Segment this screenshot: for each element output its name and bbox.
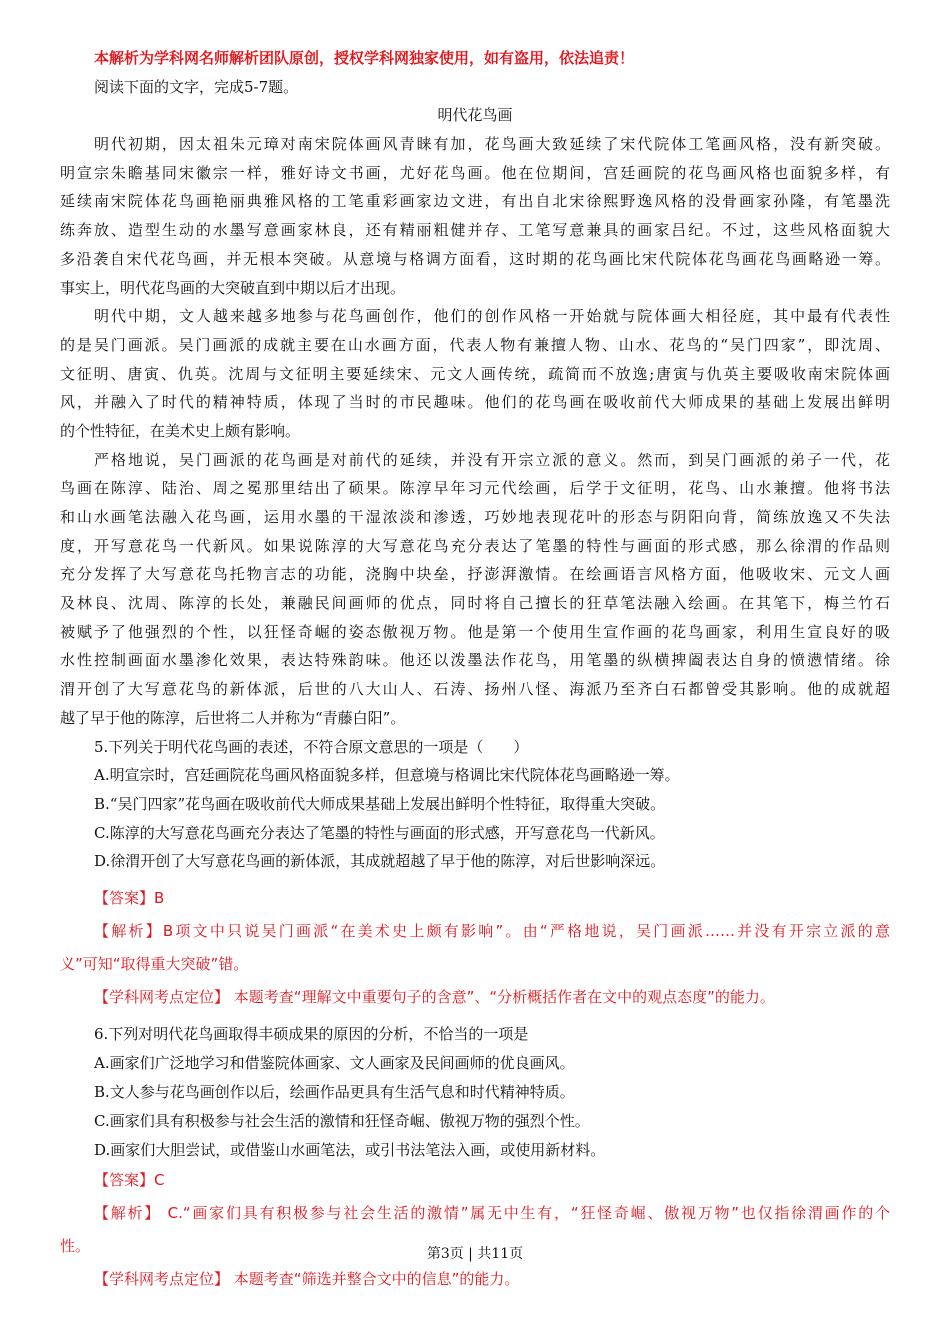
- passage-line: 明代中期，文人越来越多地参与花鸟画创作，他们的创作风格一开始就与院体画大相径庭，其中最有代表性: [94, 307, 890, 326]
- page-footer: 第3页 | 共11页: [426, 1246, 524, 1262]
- passage-line: 事实上，明代花鸟画的大突破直到中期以后才出现。: [60, 278, 406, 297]
- passage-line: 度，开写意花鸟一代新风。如果说陈淳的大写意花鸟充分表达了笔墨的特性与画面的形式感，那么徐渭的作品则: [60, 536, 890, 555]
- q6-analysis-line: 性。: [60, 1237, 91, 1255]
- q5-option-d: D.徐渭开创了大写意花鸟画的新体派，其成就超越了早于他的陈淳，对后世影响深远。: [94, 852, 666, 871]
- passage-line: 明代初期，因太祖朱元璋对南宋院体画风青睐有加，花鸟画大致延续了宋代院体工笔画风格，没有新突破。: [94, 135, 890, 154]
- passage-body: [60, 130, 890, 732]
- analysis-label: 【解析】: [94, 922, 163, 940]
- analysis-label: 【解析】: [94, 1204, 162, 1222]
- point-label: 【学科网考点定位】: [94, 988, 230, 1006]
- passage-line: 文征明、唐寅、仇英。沈周与文征明主要延续宋、元文人画传统，疏简而不放逸;唐寅与仇英主要吸收南宋院体画: [60, 364, 890, 383]
- copyright-notice: 本解析为学科网名师解析团队原创，授权学科网独家使用，如有盗用，依法追责！: [94, 49, 635, 67]
- passage-line: 渭开创了大写意花鸟的新体派，后世的八大山人、石涛、扬州八怪、海派乃至齐白石都曾受其影响。他的成就超: [60, 680, 890, 699]
- answer-label: 【答案】: [94, 889, 155, 907]
- passage-line: 被赋予了他强烈的个性，以狂怪奇崛的姿态傲视万物。他是第一个使用生宣作画的花鸟画家，利用生宣良好的吸: [60, 622, 890, 641]
- q5-stem: 5.下列关于明代花鸟画的表述，不符合原文意思的一项是（ ）: [94, 737, 529, 756]
- passage-title: 明代花鸟画: [437, 106, 513, 125]
- passage-line: 越了早于他的陈淳，后世将二人并称为“青藤白阳”。: [60, 708, 406, 727]
- passage-line: 风，并融入了时代的精神特质，体现了当时的市民趣味。他们的花鸟画在吸收前代大师成果的基础上发展出鲜明: [60, 393, 890, 412]
- q6-analysis-line: C.“画家们具有积极参与社会生活的激情”属无中生有，“狂怪奇崛、傲视万物”也仅指徐渭画作的个: [167, 1204, 890, 1222]
- q5-option-b: B.“吴门四家”花鸟画在吸收前代大师成果基础上发展出鲜明个性特征，取得重大突破。: [94, 794, 666, 813]
- passage-line: 明宣宗朱瞻基同宋徽宗一样，雅好诗文书画，尤好花鸟画。他在位期间，宫廷画院的花鸟画风格也面貌多样，有: [60, 163, 890, 182]
- q6-block: [60, 1020, 890, 1165]
- passage-line: 练奔放、造型生动的水墨写意画家林良，还有精丽粗健并存、工笔写意兼具的画家吕纪。不过，这些风格面貌大: [60, 221, 890, 240]
- answer-label: 【答案】: [94, 1171, 155, 1189]
- q6-option-b: B.文人参与花鸟画创作以后，绘画作品更具有生活气息和时代精神特质。: [94, 1083, 575, 1101]
- q5-option-a: A.明宣宗时，宫廷画院花鸟画风格面貌多样，但意境与格调比宋代院体花鸟画略逊一筹。: [94, 766, 680, 785]
- q5-analysis-line: B项文中只说吴门画派“在美术史上颇有影响”。由“严格地说，吴门画派……并没有开宗立派的意: [162, 922, 890, 940]
- passage-line: 充分发挥了大写意花鸟托物言志的功能，浇胸中块垒，抒澎湃激情。在绘画语言风格方面，他吸收宋、元文人画: [60, 565, 890, 584]
- q6-option-c: C.画家们具有积极参与社会生活的激情和狂怪奇崛、傲视万物的强烈个性。: [94, 1112, 590, 1130]
- passage-line: 鸟画在陈淳、陆治、周之冕那里结出了硕果。陈淳早年习元代绘画，后学于文征明，花鸟、山水兼擅。他将书法: [60, 479, 890, 498]
- q6-stem: 6.下列对明代花鸟画取得丰硕成果的原因的分析，不恰当的一项是: [94, 1025, 529, 1043]
- passage-line: 水性控制画面水墨渗化效果，表达特殊韵味。他还以泼墨法作花鸟，用笔墨的纵横捭阖表达自身的愤懑情绪。徐: [60, 651, 890, 670]
- q6-answer: C: [154, 1171, 165, 1189]
- q5-analysis-line: 义”可知“取得重大突破”错。: [60, 955, 249, 973]
- passage-line: 和山水画笔法融入花鸟画，运用水墨的干湿浓淡和渗透，巧妙地表现花叶的形态与阴阳向背，简练放逸又不失法: [60, 508, 890, 526]
- q5-answer-block: [60, 882, 890, 1014]
- q6-option-d: D.画家们大胆尝试，或借鉴山水画笔法，或引书法笔法入画，或使用新材料。: [94, 1141, 606, 1159]
- q5-point: 本题考查“理解文中重要句子的含意”、“分析概括作者在文中的观点态度”的能力。: [233, 988, 775, 1006]
- passage-line: 多沿袭自宋代花鸟画，并无根本突破。从意境与格调方面看，这时期的花鸟画比宋代院体花鸟画花鸟画略逊一筹。: [60, 249, 890, 268]
- passage-line: 延续南宋院体花鸟画艳丽典雅风格的工笔重彩画家边文进，有出自北宋徐熙野逸风格的没骨画家孙隆，有笔墨洗: [60, 192, 890, 211]
- point-label: 【学科网考点定位】: [94, 1270, 230, 1288]
- q5-option-c: C.陈淳的大写意花鸟画充分表达了笔墨的特性与画面的形式感，开写意花鸟一代新风。: [94, 823, 665, 842]
- passage-block: [60, 44, 890, 876]
- passage-line: 的个性特征，在美术史上颇有影响。: [60, 421, 301, 440]
- q6-answer-block: [60, 1164, 890, 1296]
- q6-point: 本题考查“筛选并整合文中的信息”的能力。: [233, 1270, 520, 1288]
- instruction: 阅读下面的文字，完成5-7题。: [94, 77, 299, 96]
- q6-option-a: A.画家们广泛地学习和借鉴院体画家、文人画家及民间画师的优良画风。: [94, 1054, 575, 1072]
- passage-line: 及林良、沈周、陈淳的长处，兼融民间画师的优点，同时将自己擅长的狂草笔法融入绘画。在其笔下，梅兰竹石: [60, 594, 890, 613]
- passage-line: 严格地说，吴门画派的花鸟画是对前代的延续，并没有开宗立派的意义。然而，到吴门画派的弟子一代，花: [94, 450, 890, 469]
- q5-answer: B: [154, 889, 165, 907]
- passage-line: 的是吴门画派。吴门画派的成就主要在山水画方面，代表人物有兼擅人物、山水、花鸟的“吴门四家”，即沈周、: [60, 335, 890, 354]
